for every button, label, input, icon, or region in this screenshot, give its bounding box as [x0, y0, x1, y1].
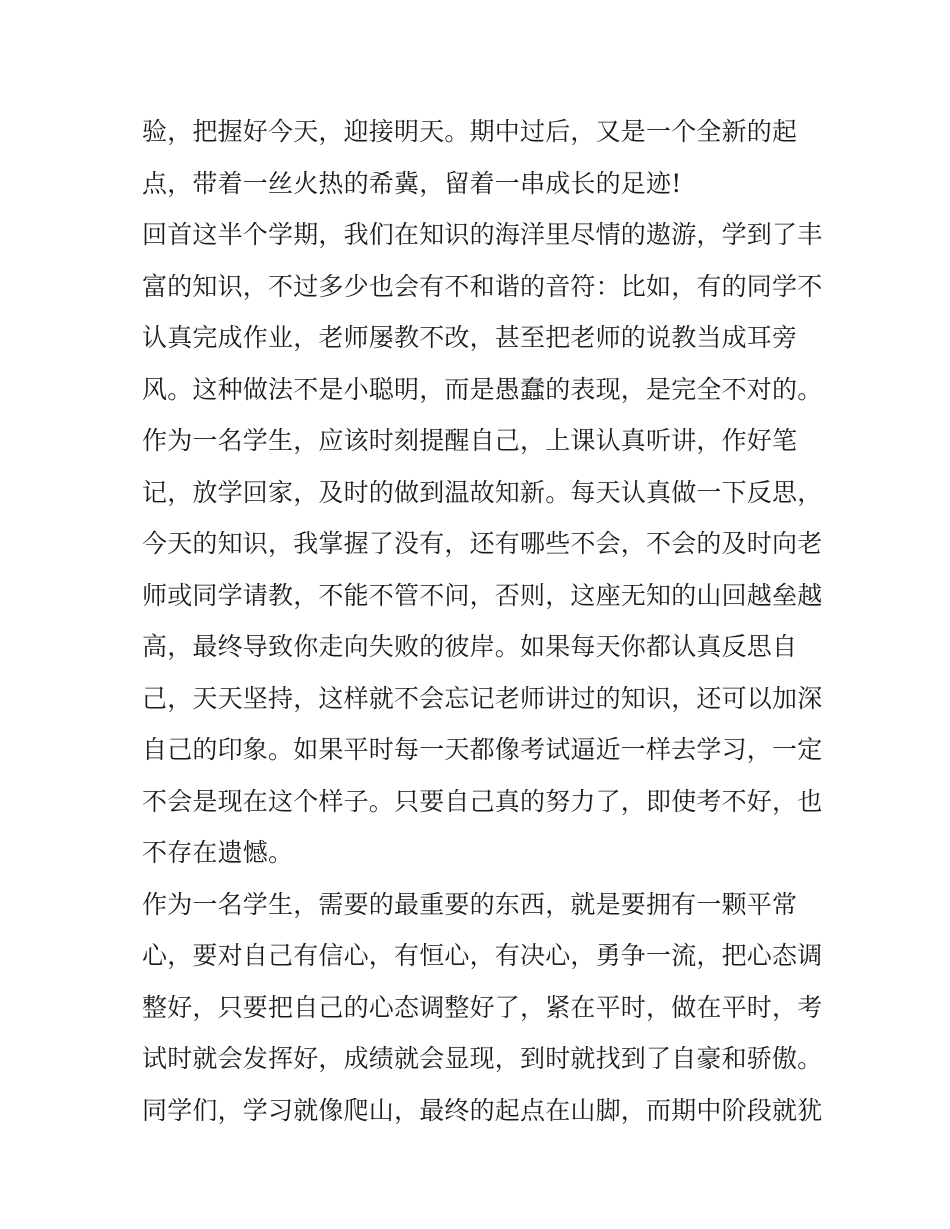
text-line: 风。这种做法不是小聪明，而是愚蠢的表现，是完全不对的。	[142, 374, 823, 404]
text-line: 己，天天坚持，这样就不会忘记老师讲过的知识，还可以加深	[142, 683, 823, 713]
text-line: 自己的印象。如果平时每一天都像考试逼近一样去学习，一定	[142, 735, 823, 764]
text-line: 富的知识，不过多少也会有不和谐的音符：比如，有的同学不	[142, 271, 823, 301]
text-line: 回首这半个学期，我们在知识的海洋里尽情的遨游，学到了丰	[142, 220, 823, 249]
text-line: 作为一名学生，应该时刻提醒自己，上课认真听讲，作好笔	[142, 426, 798, 455]
text-line: 心，要对自己有信心，有恒心，有决心，勇争一流，把心态调	[142, 941, 823, 970]
text-line: 高，最终导致你走向失败的彼岸。如果每天你都认真反思自	[142, 632, 798, 661]
body-text	[142, 106, 822, 1136]
text-line: 师或同学请教，不能不管不问，否则，这座无知的山回越垒越	[142, 580, 823, 610]
text-line: 记，放学回家，及时的做到温故知新。每天认真做一下反思，	[142, 477, 823, 507]
text-line: 今天的知识，我掌握了没有，还有哪些不会，不会的及时向老	[142, 529, 823, 558]
text-line: 整好，只要把自己的心态调整好了，紧在平时，做在平时，考	[142, 992, 823, 1022]
text-line: 同学们，学习就像爬山，最终的起点在山脚，而期中阶段就犹	[142, 1095, 823, 1125]
text-line: 作为一名学生，需要的最重要的东西，就是要拥有一颗平常	[142, 889, 798, 919]
text-line: 点，带着一丝火热的希冀，留着一串成长的足迹!	[142, 168, 682, 198]
text-line: 认真完成作业，老师屡教不改，甚至把老师的说教当成耳旁	[142, 323, 798, 352]
text-line: 试时就会发挥好，成绩就会显现，到时就找到了自豪和骄傲。	[142, 1044, 823, 1073]
text-line: 验，把握好今天，迎接明天。期中过后，又是一个全新的起	[142, 117, 798, 146]
text-line: 不会是现在这个样子。只要自己真的努力了，即使考不好，也	[142, 786, 823, 816]
text-line: 不存在遗憾。	[142, 838, 294, 867]
